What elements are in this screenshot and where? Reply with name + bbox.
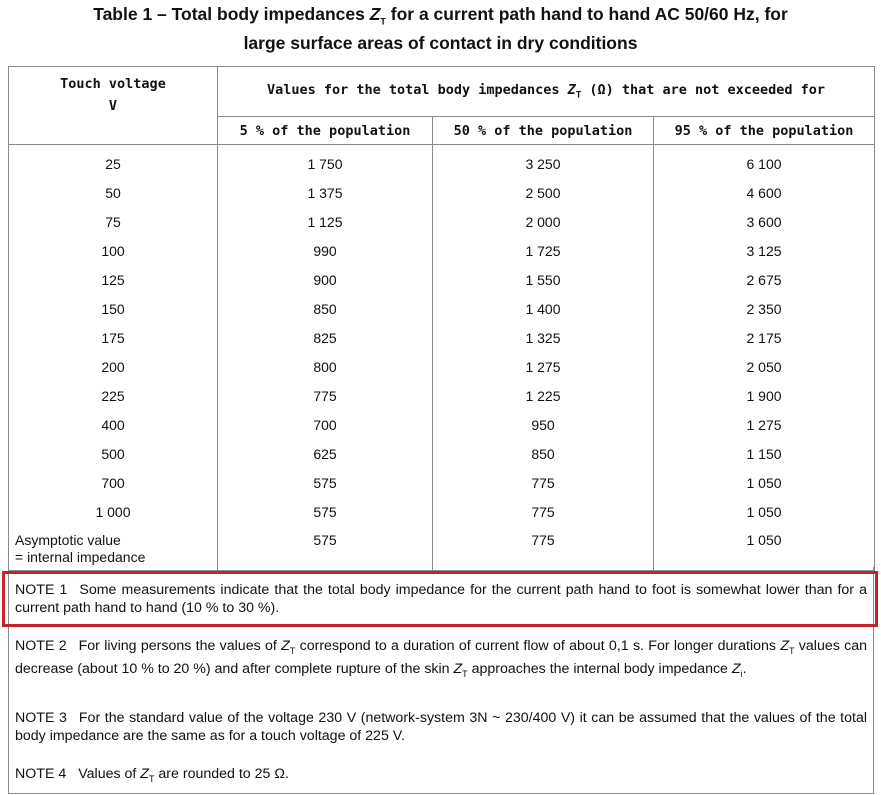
value-5pct-cell: 1 750	[218, 145, 433, 179]
values-header: Values for the total body impedances $Z_T$ (Ω) that are not exceeded for	[218, 67, 875, 117]
value-95pct-cell: 1 150	[654, 439, 875, 468]
table-row	[9, 323, 875, 352]
table-body	[9, 145, 875, 527]
value-95pct-cell: 3 600	[654, 207, 875, 236]
value-50pct-cell: 850	[433, 439, 654, 468]
col-header-50pct: 50 % of the population	[433, 117, 654, 145]
value-50pct-cell: 775	[433, 497, 654, 526]
impedance-table	[8, 66, 875, 571]
touch-voltage-cell: 700	[9, 468, 218, 497]
value-50pct-cell: 950	[433, 410, 654, 439]
value-95pct-cell: 2 675	[654, 265, 875, 294]
note-3: NOTE 3 For the standard value of the voltage 230 V (network-system 3N ~ 230/400 V) it can be assumed that the values of the total body impedance are the same as for a touch voltage of 225 V.	[15, 710, 867, 744]
note-2: NOTE 2 For living persons the values of $Z_T$ correspond to a duration of current flow of about 0,1 s. For longer durations $Z_T$ values can decrease (about 10 % to 20 %) and after complete rupture of the skin $Z_T$ approaches the internal body impedance $Z_i$.	[15, 638, 868, 679]
value-5pct-cell: 575	[218, 497, 433, 526]
table-row	[9, 468, 875, 497]
value-5pct-cell: 1 375	[218, 178, 433, 207]
table-row	[9, 497, 875, 526]
asymptotic-label: Asymptotic value = internal impedance	[9, 526, 218, 571]
value-5pct-cell: 775	[218, 381, 433, 410]
value-95pct-cell: 4 600	[654, 178, 875, 207]
value-5pct-cell: 800	[218, 352, 433, 381]
value-50pct-cell: 775	[433, 468, 654, 497]
col-header-95pct: 95 % of the population	[654, 117, 875, 145]
value-5pct-cell: 700	[218, 410, 433, 439]
value-95pct-cell: 2 050	[654, 352, 875, 381]
touch-voltage-cell: 100	[9, 236, 218, 265]
note-1-highlight-box	[2, 571, 878, 627]
table-row	[9, 294, 875, 323]
value-5pct-cell: 825	[218, 323, 433, 352]
value-50pct-cell: 1 275	[433, 352, 654, 381]
title-line-1: Table 1 – Total body impedances $Z_T$ for a current path hand to hand AC 50/60 Hz, for	[93, 4, 788, 27]
table-row	[9, 178, 875, 207]
asymptotic-row	[9, 526, 875, 571]
touch-voltage-cell: 225	[9, 381, 218, 410]
value-50pct-cell: 1 725	[433, 236, 654, 265]
touch-voltage-cell: 50	[9, 178, 218, 207]
asymptotic-95pct: 1 050	[654, 526, 875, 571]
touch-voltage-cell: 75	[9, 207, 218, 236]
value-95pct-cell: 6 100	[654, 145, 875, 179]
table-row	[9, 381, 875, 410]
value-50pct-cell: 2 500	[433, 178, 654, 207]
value-50pct-cell: 1 225	[433, 381, 654, 410]
table-row	[9, 352, 875, 381]
touch-voltage-cell: 25	[9, 145, 218, 179]
value-5pct-cell: 575	[218, 468, 433, 497]
value-95pct-cell: 2 350	[654, 294, 875, 323]
value-50pct-cell: 2 000	[433, 207, 654, 236]
table-row	[9, 265, 875, 294]
note-4: NOTE 4 Values of $Z_T$ are rounded to 25 Ω.	[15, 766, 289, 784]
value-95pct-cell: 1 275	[654, 410, 875, 439]
value-95pct-cell: 1 050	[654, 468, 875, 497]
table-row	[9, 439, 875, 468]
value-95pct-cell: 1 900	[654, 381, 875, 410]
touch-voltage-cell: 150	[9, 294, 218, 323]
touch-voltage-cell: 175	[9, 323, 218, 352]
value-95pct-cell: 3 125	[654, 236, 875, 265]
touch-voltage-header: Touch voltage V	[9, 67, 218, 145]
note-1: NOTE 1 Some measurements indicate that the total body impedance for the current path hand to foot is somewhat lower than for a current path hand to hand (10 % to 30 %).	[15, 582, 867, 616]
table-row	[9, 207, 875, 236]
value-5pct-cell: 900	[218, 265, 433, 294]
value-5pct-cell: 850	[218, 294, 433, 323]
value-5pct-cell: 1 125	[218, 207, 433, 236]
touch-voltage-cell: 1 000	[9, 497, 218, 526]
value-95pct-cell: 2 175	[654, 323, 875, 352]
touch-voltage-cell: 200	[9, 352, 218, 381]
value-50pct-cell: 1 325	[433, 323, 654, 352]
value-50pct-cell: 1 400	[433, 294, 654, 323]
title-symbol: Z	[369, 4, 381, 24]
table-title	[0, 4, 881, 54]
touch-voltage-cell: 500	[9, 439, 218, 468]
value-50pct-cell: 3 250	[433, 145, 654, 179]
value-95pct-cell: 1 050	[654, 497, 875, 526]
table-row	[9, 410, 875, 439]
touch-voltage-cell: 125	[9, 265, 218, 294]
value-5pct-cell: 625	[218, 439, 433, 468]
asymptotic-5pct: 575	[218, 526, 433, 571]
title-line-2: large surface areas of contact in dry conditions	[243, 32, 638, 53]
table-row	[9, 236, 875, 265]
touch-voltage-cell: 400	[9, 410, 218, 439]
table-row	[9, 145, 875, 179]
value-5pct-cell: 990	[218, 236, 433, 265]
col-header-5pct: 5 % of the population	[218, 117, 433, 145]
value-50pct-cell: 1 550	[433, 265, 654, 294]
asymptotic-50pct: 775	[433, 526, 654, 571]
